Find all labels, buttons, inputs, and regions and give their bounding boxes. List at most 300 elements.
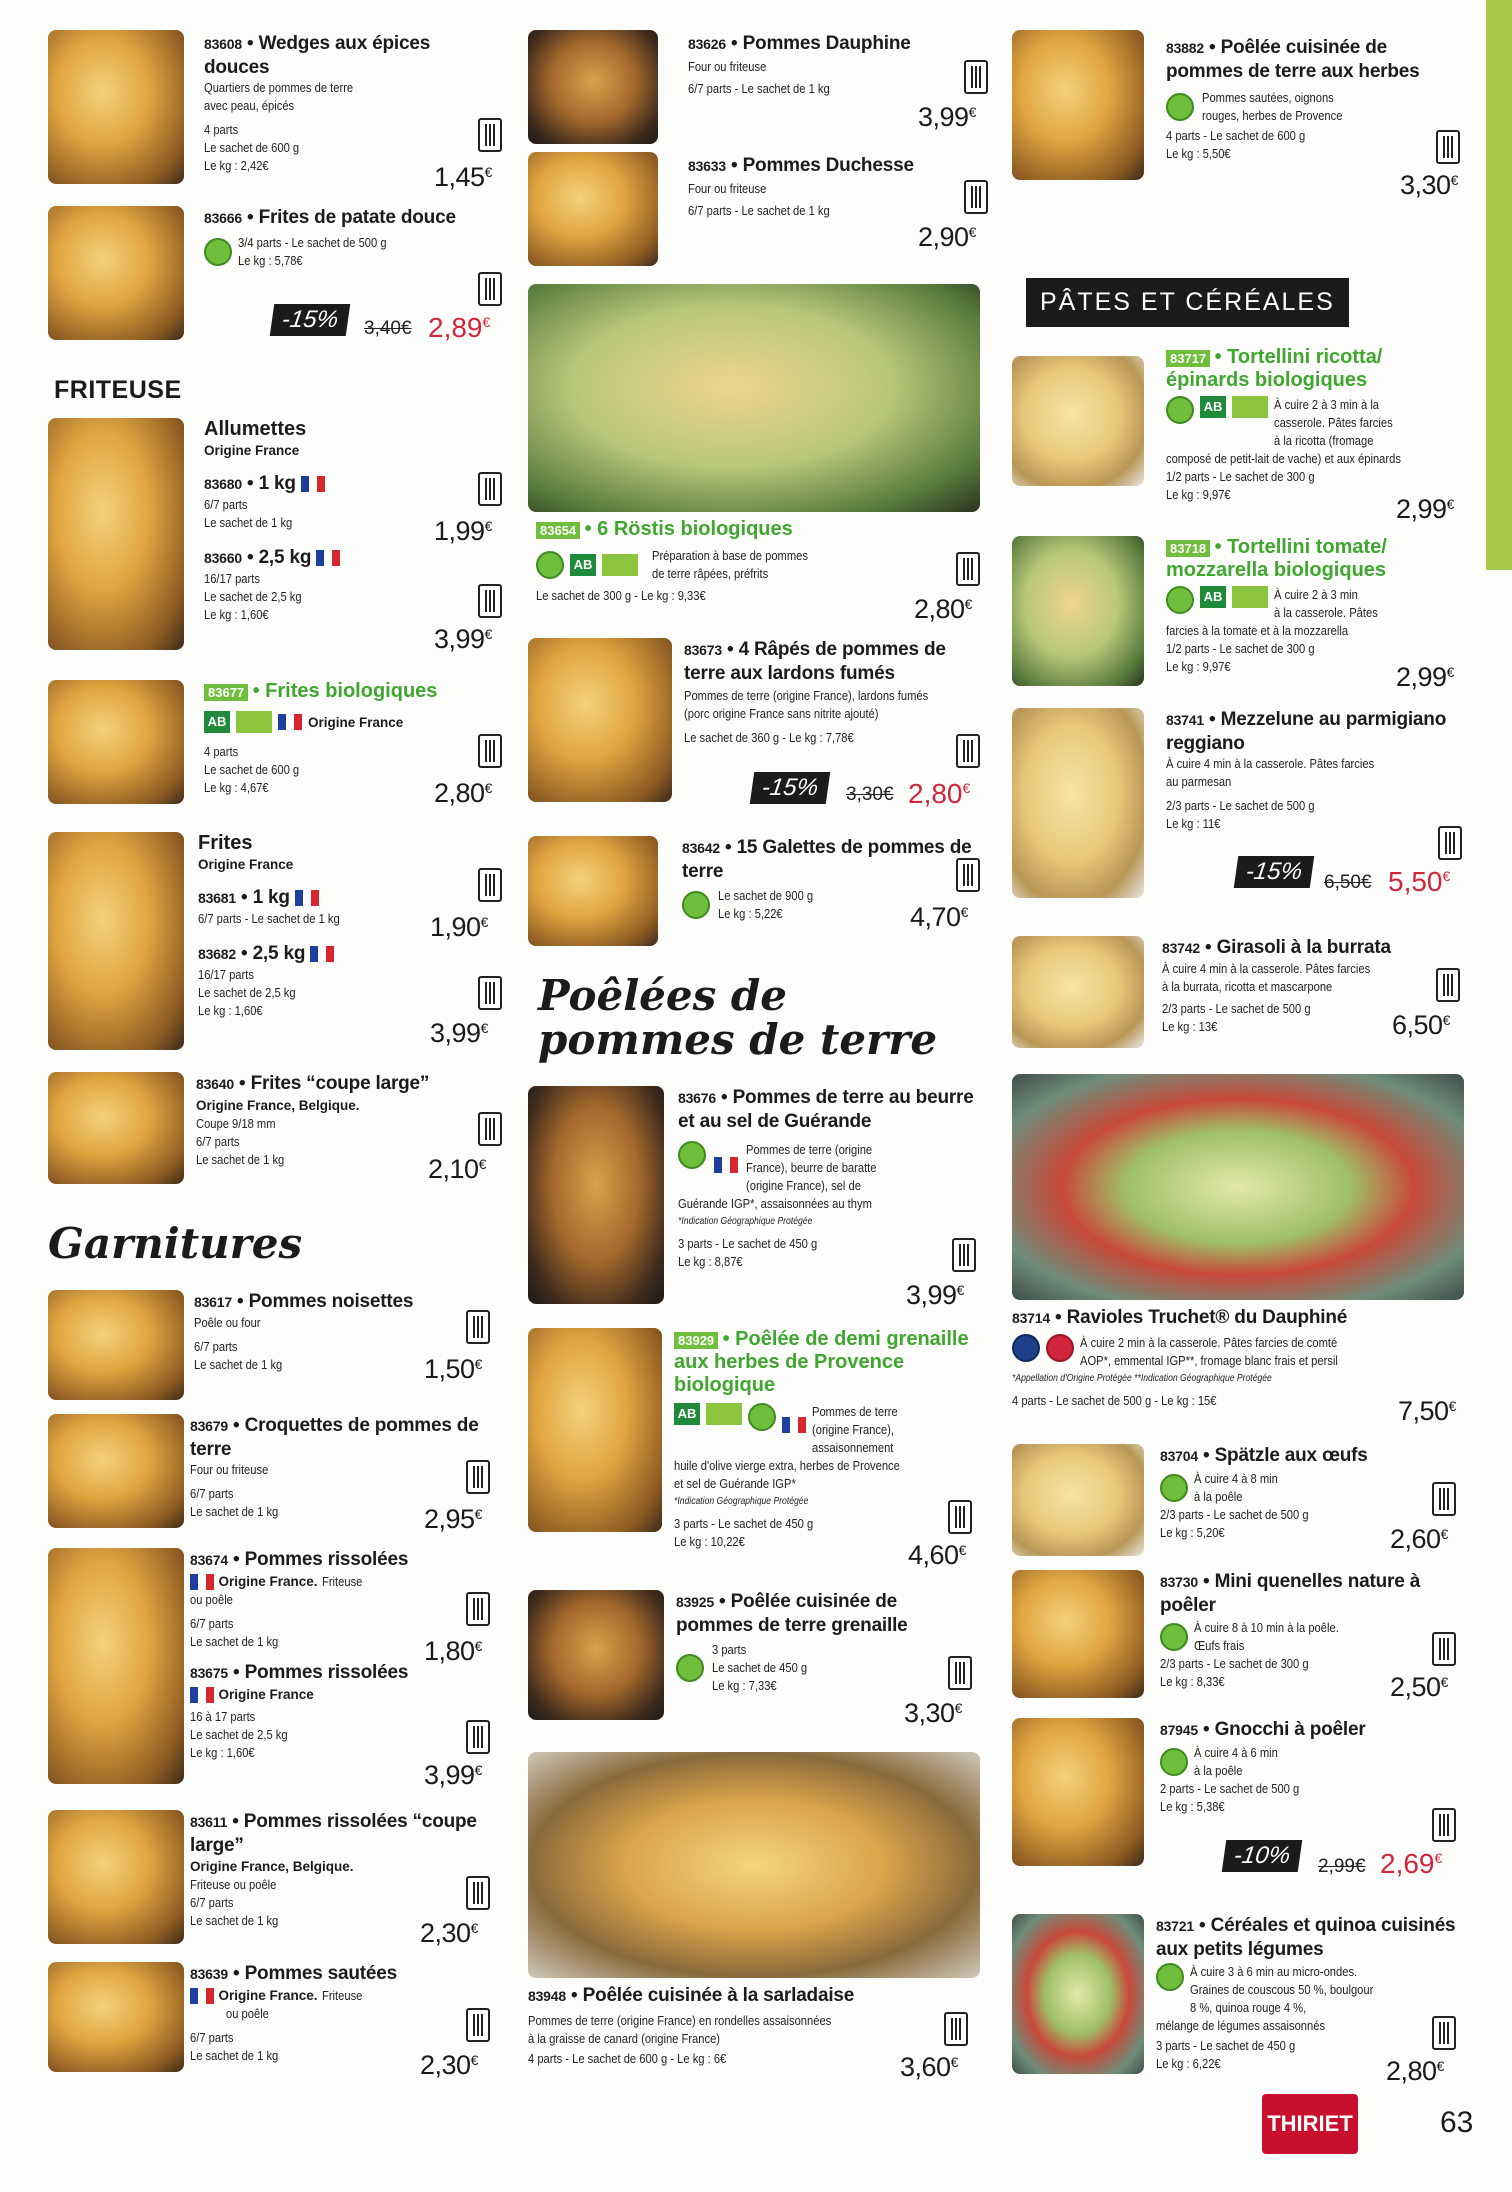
eu-organic-icon <box>236 711 272 733</box>
product-portions: 3 parts - Le sachet de 450 g <box>674 1516 814 1531</box>
eu-organic-icon <box>602 554 638 576</box>
product-portions: 4 parts - Le sachet de 500 g - Le kg : 15€ <box>1012 1393 1217 1408</box>
product-photo <box>528 1752 980 1978</box>
fork-icon <box>1432 1808 1456 1842</box>
product-kg-price: Le kg : 5,38€ <box>1160 1799 1225 1814</box>
fork-icon <box>1438 826 1462 860</box>
product-price: 3,99€ <box>424 1760 482 1790</box>
vegetarian-badge-icon <box>678 1141 706 1169</box>
product-portions: 4 parts <box>204 122 239 137</box>
product-title: 83730 • Mini quenelles nature à poêler <box>1160 1571 1421 1616</box>
fork-icon <box>964 180 988 214</box>
product-pack: Le sachet de 600 g <box>204 762 300 777</box>
product-photo <box>528 30 658 144</box>
product-price: 4,60€ <box>908 1540 966 1570</box>
fork-icon <box>956 552 980 586</box>
fork-icon <box>1432 2016 1456 2050</box>
product-photo <box>48 832 184 1050</box>
product-title: 83639 • Pommes sautées <box>190 1963 398 1984</box>
product-pack: Le sachet de 1 kg <box>196 1152 285 1167</box>
product-title: Allumettes <box>204 418 307 440</box>
product-pack: Le sachet de 1 kg <box>204 515 293 530</box>
promo-price: 2,89€ <box>428 312 491 343</box>
product-cereales-quinoa <box>1012 1914 1464 2084</box>
product-pack: Le sachet de 300 g - Le kg : 9,33€ <box>536 588 706 603</box>
product-pack: Le sachet de 1 kg <box>190 2048 279 2063</box>
product-title: 83925 • Poêlée cuisinée de pommes de terre grenaille <box>676 1591 908 1636</box>
product-croquettes <box>48 1414 510 1534</box>
product-title: 83677 • Frites biologiques <box>204 680 504 703</box>
product-kg-price: Le kg : 7,33€ <box>712 1678 777 1693</box>
product-title: 83611 • Pommes rissolées “coupe large” <box>190 1811 477 1856</box>
vegetarian-badge-icon <box>1156 1963 1184 1991</box>
product-portions: 2 parts - Le sachet de 500 g <box>1160 1781 1300 1796</box>
product-price: 3,30€ <box>1400 170 1458 200</box>
product-price: 3,99€ <box>906 1280 964 1310</box>
product-poelee-herbes <box>1012 30 1464 200</box>
product-desc: France), beurre de baratte <box>746 1160 877 1175</box>
fork-icon <box>466 1460 490 1494</box>
promo-price: 2,80€ <box>908 778 971 809</box>
product-frites-coupe-large <box>48 1072 510 1202</box>
product-photo <box>528 1590 664 1720</box>
product-title: 83626 • Pommes Dauphine <box>688 33 911 54</box>
product-price: 3,30€ <box>904 1698 962 1728</box>
old-price: 3,30€ <box>846 784 894 805</box>
vegetarian-badge-icon <box>748 1403 776 1431</box>
ab-logo-icon: AB <box>570 554 596 576</box>
product-title: 83718 • Tortellini tomate/ mozzarella biologiques <box>1166 536 1387 581</box>
product-price: 3,99€ <box>434 624 492 654</box>
product-portions: 6/7 parts <box>190 2030 234 2045</box>
product-title: 83633 • Pommes Duchesse <box>688 155 914 176</box>
product-portions: 1/2 parts - Le sachet de 300 g <box>1166 469 1315 484</box>
french-flag-icon <box>714 1157 738 1173</box>
product-desc: à la ricotta (fromage <box>1274 433 1374 448</box>
product-desc: à la burrata, ricotta et mascarpone <box>1162 979 1333 994</box>
product-photo <box>1012 30 1144 180</box>
product-ravioles <box>1012 1074 1464 1434</box>
product-desc: Guérande IGP*, assaisonnées au thym <box>678 1196 872 1211</box>
product-photo <box>1012 1444 1144 1556</box>
product-desc: AOP*, emmental IGP**, fromage blanc frais et persil <box>1080 1353 1338 1368</box>
product-title: 83608 • Wedges aux épices douces <box>204 33 431 78</box>
fork-icon <box>466 1876 490 1910</box>
product-price: 1,45€ <box>434 162 492 192</box>
product-price: 1,99€ <box>434 516 492 546</box>
product-price: 7,50€ <box>1398 1396 1456 1426</box>
product-pack: Le sachet de 2,5 kg <box>204 589 302 604</box>
product-desc: composé de petit-lait de vache) et aux épinards <box>1166 451 1401 466</box>
product-price: 1,80€ <box>424 1636 482 1666</box>
fork-icon <box>478 472 502 506</box>
page-number: 63 <box>1440 2106 1474 2139</box>
product-price: 1,50€ <box>424 1354 482 1384</box>
product-desc: au parmesan <box>1166 774 1232 789</box>
product-price: 3,99€ <box>918 102 976 132</box>
product-portions: 3 parts - Le sachet de 450 g <box>1156 2038 1296 2053</box>
fork-icon <box>1432 1482 1456 1516</box>
product-price: 2,60€ <box>1390 1524 1448 1554</box>
product-pack: Le sachet de 600 g <box>204 140 300 155</box>
product-title: 83674 • Pommes rissolées <box>190 1549 409 1570</box>
ab-logo-icon: AB <box>674 1403 700 1425</box>
product-photo <box>48 30 184 184</box>
product-photo <box>528 284 980 512</box>
variant-title: 83660 • 2,5 kg <box>204 546 504 570</box>
vegetarian-badge-icon <box>682 891 710 919</box>
product-pack: Le sachet de 1 kg <box>194 1357 283 1372</box>
french-flag-icon <box>782 1417 806 1433</box>
section-heading-pates: PÂTES ET CÉRÉALES <box>1026 278 1349 327</box>
fork-icon <box>948 1656 972 1690</box>
product-portions: 4 parts <box>204 744 239 759</box>
product-kg-price: Le kg : 5,22€ <box>718 906 783 921</box>
product-price: 6,50€ <box>1392 1010 1450 1040</box>
product-portions: 4 parts - Le sachet de 600 g - Le kg : 6€ <box>528 2051 727 2066</box>
product-desc: et sel de Guérande IGP* <box>674 1476 796 1491</box>
product-frites-bio <box>48 680 510 820</box>
product-kg-price: Le kg : 8,87€ <box>678 1254 743 1269</box>
product-rapes-lardons <box>528 638 990 828</box>
product-title: 83676 • Pommes de terre au beurre et au sel de Guérande <box>678 1087 974 1132</box>
variant-title: 83681 • 1 kg <box>198 886 498 910</box>
product-portions: 16/17 parts <box>204 571 260 586</box>
product-portions: 6/7 parts - Le sachet de 1 kg <box>688 81 830 96</box>
product-desc: (origine France), sel de <box>746 1178 861 1193</box>
product-photo <box>48 680 184 804</box>
product-portions: 16 à 17 parts <box>190 1709 256 1724</box>
product-girasoli <box>1012 936 1464 1056</box>
fork-icon <box>478 1112 502 1146</box>
product-pommes-duchesse <box>528 152 990 272</box>
product-price: 2,80€ <box>434 778 492 808</box>
vegetarian-badge-icon <box>1166 396 1194 424</box>
product-origin-line: Origine France <box>190 1685 500 1704</box>
french-flag-icon <box>301 476 325 492</box>
product-desc: À cuire 4 à 8 min <box>1194 1471 1278 1486</box>
product-price: 2,80€ <box>914 594 972 624</box>
french-flag-icon <box>190 1687 214 1703</box>
product-kg-price: Le kg : 5,20€ <box>1160 1525 1225 1540</box>
product-photo <box>48 206 184 340</box>
product-desc: Pommes de terre (origine <box>746 1142 873 1157</box>
product-title: 83666 • Frites de patate douce <box>204 207 456 228</box>
product-kg-price: Le kg : 13€ <box>1162 1019 1218 1034</box>
product-origin: Origine France, Belgique. <box>196 1098 360 1113</box>
product-desc: À cuire 4 à 6 min <box>1194 1745 1278 1760</box>
product-desc: Pommes de terre <box>812 1404 898 1419</box>
product-title: 83617 • Pommes noisettes <box>194 1291 414 1312</box>
promo-badge: -15% <box>750 772 831 804</box>
product-kg-price: Le kg : 8,33€ <box>1160 1674 1225 1689</box>
product-portions: 1/2 parts - Le sachet de 300 g <box>1166 641 1315 656</box>
product-photo <box>528 836 658 946</box>
product-pack: Le sachet de 360 g - Le kg : 7,78€ <box>684 730 854 745</box>
product-kg-price: Le kg : 6,22€ <box>1156 2056 1221 2071</box>
product-price: 3,60€ <box>900 2052 958 2082</box>
product-pack: Le sachet de 1 kg <box>190 1913 279 1928</box>
product-price: 1,90€ <box>430 912 488 942</box>
product-tortellini-ricotta <box>1012 346 1464 526</box>
product-kg-price: Le kg : 1,60€ <box>204 607 269 622</box>
brand-logo: THIRIET <box>1262 2094 1358 2154</box>
product-photo <box>48 1810 184 1944</box>
product-desc: assaisonnement <box>812 1440 894 1455</box>
fork-icon <box>466 1310 490 1344</box>
product-pack: Le sachet de 450 g <box>712 1660 808 1675</box>
section-heading-friteuse: FRITEUSE <box>54 376 182 404</box>
variant-title: 83680 • 1 kg <box>204 472 504 496</box>
aop-label-icon <box>1012 1334 1040 1362</box>
product-desc: à la poêle <box>1194 1763 1243 1778</box>
old-price: 6,50€ <box>1324 872 1372 893</box>
eu-organic-icon <box>706 1403 742 1425</box>
product-title: 83704 • Spätzle aux œufs <box>1160 1445 1368 1466</box>
product-portions: 2/3 parts - Le sachet de 500 g <box>1166 798 1315 813</box>
promo-price: 5,50€ <box>1388 866 1451 897</box>
product-kg-price: Le kg : 9,97€ <box>1166 487 1231 502</box>
product-desc: Poêle ou four <box>194 1315 261 1330</box>
eu-organic-icon <box>1232 586 1268 608</box>
product-pommes-rissolees <box>48 1548 510 1792</box>
ab-logo-icon: AB <box>1200 586 1226 608</box>
product-title: 83882 • Poêlée cuisinée de pommes de terre aux herbes <box>1166 37 1420 82</box>
french-flag-icon <box>295 890 319 906</box>
product-photo <box>528 1086 664 1304</box>
product-photo <box>48 1290 184 1400</box>
product-price: 2,10€ <box>428 1154 486 1184</box>
product-photo <box>528 1328 662 1532</box>
product-allumettes <box>48 418 510 658</box>
product-pommes-noisettes <box>48 1290 510 1410</box>
old-price: 3,40€ <box>364 318 412 339</box>
product-pommes-sautees <box>48 1962 510 2092</box>
product-price: 2,30€ <box>420 2050 478 2080</box>
product-desc: casserole. Pâtes farcies <box>1274 415 1393 430</box>
product-tortellini-tomate <box>1012 536 1464 696</box>
product-portions: 2/3 parts - Le sachet de 500 g <box>1162 1001 1311 1016</box>
french-flag-icon <box>278 714 302 730</box>
product-title: 83679 • Croquettes de pommes de terre <box>190 1415 479 1460</box>
product-title: 83948 • Poêlée cuisinée à la sarladaise <box>528 1985 855 2006</box>
ab-logo-icon: AB <box>1200 396 1226 418</box>
product-title: 83742 • Girasoli à la burrata <box>1162 937 1391 958</box>
product-price: 2,99€ <box>1396 494 1454 524</box>
promo-price: 2,69€ <box>1380 1848 1443 1879</box>
product-desc: huile d'olive vierge extra, herbes de Provence <box>674 1458 900 1473</box>
fork-icon <box>1432 1632 1456 1666</box>
product-portions: 6/7 parts - Le sachet de 1 kg <box>688 203 830 218</box>
promo-badge: -15% <box>1234 856 1315 888</box>
promo-badge: -10% <box>1222 1840 1303 1872</box>
product-portions: 4 parts - Le sachet de 600 g <box>1166 128 1306 143</box>
product-price: 2,90€ <box>918 222 976 252</box>
product-desc: mélange de légumes assaisonnés <box>1156 2018 1326 2033</box>
fork-icon <box>1436 130 1460 164</box>
product-photo <box>48 1548 184 1784</box>
product-portions: 2/3 parts - Le sachet de 300 g <box>1160 1656 1309 1671</box>
product-title: 83741 • Mezzelune au parmigiano reggiano <box>1166 709 1447 754</box>
fork-icon <box>478 976 502 1010</box>
section-heading-garnitures: Garnitures <box>48 1219 303 1268</box>
product-photo <box>1012 936 1144 1048</box>
fork-icon <box>478 118 502 152</box>
product-title: 83675 • Pommes rissolées <box>190 1662 409 1683</box>
product-pack: Le sachet de 900 g <box>718 888 814 903</box>
product-grenaille <box>528 1590 990 1730</box>
product-desc: Friteuse ou poêle <box>190 1877 277 1892</box>
fork-icon <box>964 60 988 94</box>
product-desc: de terre râpées, préfrits <box>652 566 769 581</box>
product-desc: ou poêle <box>190 1592 233 1607</box>
page-edge-accent <box>1486 0 1512 570</box>
product-pack: Le sachet de 2,5 kg <box>190 1727 288 1742</box>
vegetarian-badge-icon <box>1166 586 1194 614</box>
product-rostis-bio <box>528 284 990 624</box>
product-portions: 16/17 parts <box>198 967 254 982</box>
fork-icon <box>466 2008 490 2042</box>
product-photo <box>528 152 658 266</box>
product-title: 83640 • Frites “coupe large” <box>196 1073 430 1094</box>
fork-icon <box>478 734 502 768</box>
product-desc: à la casserole. Pâtes <box>1274 605 1378 620</box>
product-pack: Le sachet de 2,5 kg <box>198 985 296 1000</box>
product-origin: Origine France <box>198 857 294 872</box>
product-portions: 6/7 parts - Le sachet de 1 kg <box>198 911 340 926</box>
product-title: 87945 • Gnocchi à poêler <box>1160 1719 1366 1740</box>
product-portions: 6/7 parts <box>204 497 248 512</box>
product-wedges <box>48 30 510 190</box>
footnote: *Indication Géographique Protégée <box>674 1496 809 1507</box>
product-mini-quenelles <box>1012 1570 1464 1710</box>
fork-icon <box>948 1500 972 1534</box>
product-desc: ou poêle <box>226 2006 269 2021</box>
vegetarian-badge-icon <box>1166 93 1194 121</box>
product-frites-patate-douce <box>48 206 510 346</box>
product-photo <box>1012 1570 1144 1698</box>
product-portions: 6/7 parts <box>190 1616 234 1631</box>
product-price: 3,99€ <box>430 1018 488 1048</box>
fork-icon <box>956 858 980 892</box>
vegetarian-badge-icon <box>1160 1748 1188 1776</box>
product-photo <box>1012 1074 1464 1300</box>
ab-logo-icon: AB <box>204 711 230 733</box>
fork-icon <box>478 584 502 618</box>
product-desc: Four ou friteuse <box>688 59 767 74</box>
product-desc: (porc origine France sans nitrite ajouté) <box>684 706 879 721</box>
product-desc: À cuire 8 à 10 min à la poêle. <box>1194 1620 1339 1635</box>
product-title: 83654 • 6 Röstis biologiques <box>536 518 976 541</box>
product-desc: Préparation à base de pommes <box>652 548 808 563</box>
product-price: 2,50€ <box>1390 1672 1448 1702</box>
product-desc: (origine France), <box>812 1422 895 1437</box>
product-photo <box>528 638 672 802</box>
product-price: 2,30€ <box>420 1918 478 1948</box>
product-kg-price: Le kg : 5,78€ <box>238 253 303 268</box>
product-photo <box>48 1962 184 2072</box>
product-desc: Quartiers de pommes de terre <box>204 80 354 95</box>
product-pommes-dauphine <box>528 30 990 150</box>
product-title: Frites <box>198 832 253 854</box>
product-photo <box>48 1414 184 1528</box>
product-price: 2,95€ <box>424 1504 482 1534</box>
fork-icon <box>952 1238 976 1272</box>
product-title: 83642 • 15 Galettes de pommes de terre <box>682 837 972 882</box>
product-price: 2,80€ <box>1386 2056 1444 2086</box>
variant-title: 83682 • 2,5 kg <box>198 942 498 966</box>
fork-icon <box>466 1720 490 1754</box>
product-portions: 2/3 parts - Le sachet de 500 g <box>1160 1507 1309 1522</box>
product-price: 4,70€ <box>910 902 968 932</box>
product-grenaille-bio <box>528 1328 990 1578</box>
product-gnocchi <box>1012 1718 1464 1878</box>
product-desc: Pommes de terre (origine France) en rondelles assaisonnées <box>528 2013 832 2028</box>
product-desc: À cuire 2 à 3 min <box>1274 587 1358 602</box>
french-flag-icon <box>316 550 340 566</box>
product-frites <box>48 832 510 1056</box>
french-flag-icon <box>190 1988 214 2004</box>
product-title: 83717 • Tortellini ricotta/ épinards biologiques <box>1166 346 1383 391</box>
product-kg-price: Le kg : 10,22€ <box>674 1534 745 1549</box>
fork-icon <box>466 1592 490 1626</box>
product-desc: À cuire 4 min à la casserole. Pâtes farcies <box>1166 756 1375 771</box>
product-pack: Le sachet de 1 kg <box>190 1634 279 1649</box>
vegetarian-badge-icon <box>676 1654 704 1682</box>
product-portions: 6/7 parts <box>190 1895 234 1910</box>
product-desc: À cuire 3 à 6 min au micro-ondes. <box>1190 1964 1358 1979</box>
product-desc: Four ou friteuse <box>190 1462 269 1477</box>
product-portions: 6/7 parts <box>190 1486 234 1501</box>
product-kg-price: Le kg : 11€ <box>1166 816 1221 831</box>
product-beurre-guerande <box>528 1086 990 1316</box>
product-desc: avec peau, épicés <box>204 98 295 113</box>
product-kg-price: Le kg : 2,42€ <box>204 158 269 173</box>
product-kg-price: Le kg : 9,97€ <box>1166 659 1231 674</box>
product-photo <box>1012 1718 1144 1866</box>
product-rissolees-coupe-large <box>48 1810 510 1960</box>
product-title: 83673 • 4 Râpés de pommes de terre aux lardons fumés <box>684 639 946 684</box>
vegetarian-badge-icon <box>536 551 564 579</box>
product-desc: À cuire 2 min à la casserole. Pâtes farcies de comté <box>1080 1335 1338 1350</box>
product-portions: 3 parts - Le sachet de 450 g <box>678 1236 818 1251</box>
product-portions: 6/7 parts <box>194 1339 238 1354</box>
fork-icon <box>944 2012 968 2046</box>
product-price: 2,99€ <box>1396 662 1454 692</box>
section-heading-poelees: Poêlées de pommes de terre <box>538 971 938 1064</box>
footnote: *Appellation d'Origine Protégée **Indication Géographique Protégée <box>1012 1373 1272 1384</box>
product-portions: 3/4 parts - Le sachet de 500 g <box>238 235 387 250</box>
product-desc: Pommes sautées, oignons <box>1202 90 1334 105</box>
vegetarian-badge-icon <box>204 238 232 266</box>
product-origin: Origine France <box>308 714 404 730</box>
product-mezzelune <box>1012 708 1464 908</box>
old-price: 2,99€ <box>1318 1856 1366 1877</box>
product-pack: Le sachet de 1 kg <box>190 1504 279 1519</box>
product-desc: à la poêle <box>1194 1489 1243 1504</box>
product-kg-price: Le kg : 1,60€ <box>190 1745 255 1760</box>
product-photo <box>1012 1914 1144 2074</box>
product-kg-price: Le kg : 5,50€ <box>1166 146 1231 161</box>
igp-label-icon <box>1046 1334 1074 1362</box>
product-title: 83714 • Ravioles Truchet® du Dauphiné <box>1012 1307 1348 1328</box>
product-desc: 8 %, quinoa rouge 4 %, <box>1190 2000 1307 2015</box>
product-desc: Coupe 9/18 mm <box>196 1116 276 1131</box>
product-photo <box>1012 536 1144 686</box>
product-origin: Origine France, Belgique. <box>190 1859 354 1874</box>
product-kg-price: Le kg : 4,67€ <box>204 780 269 795</box>
product-desc: à la graisse de canard (origine France) <box>528 2031 721 2046</box>
